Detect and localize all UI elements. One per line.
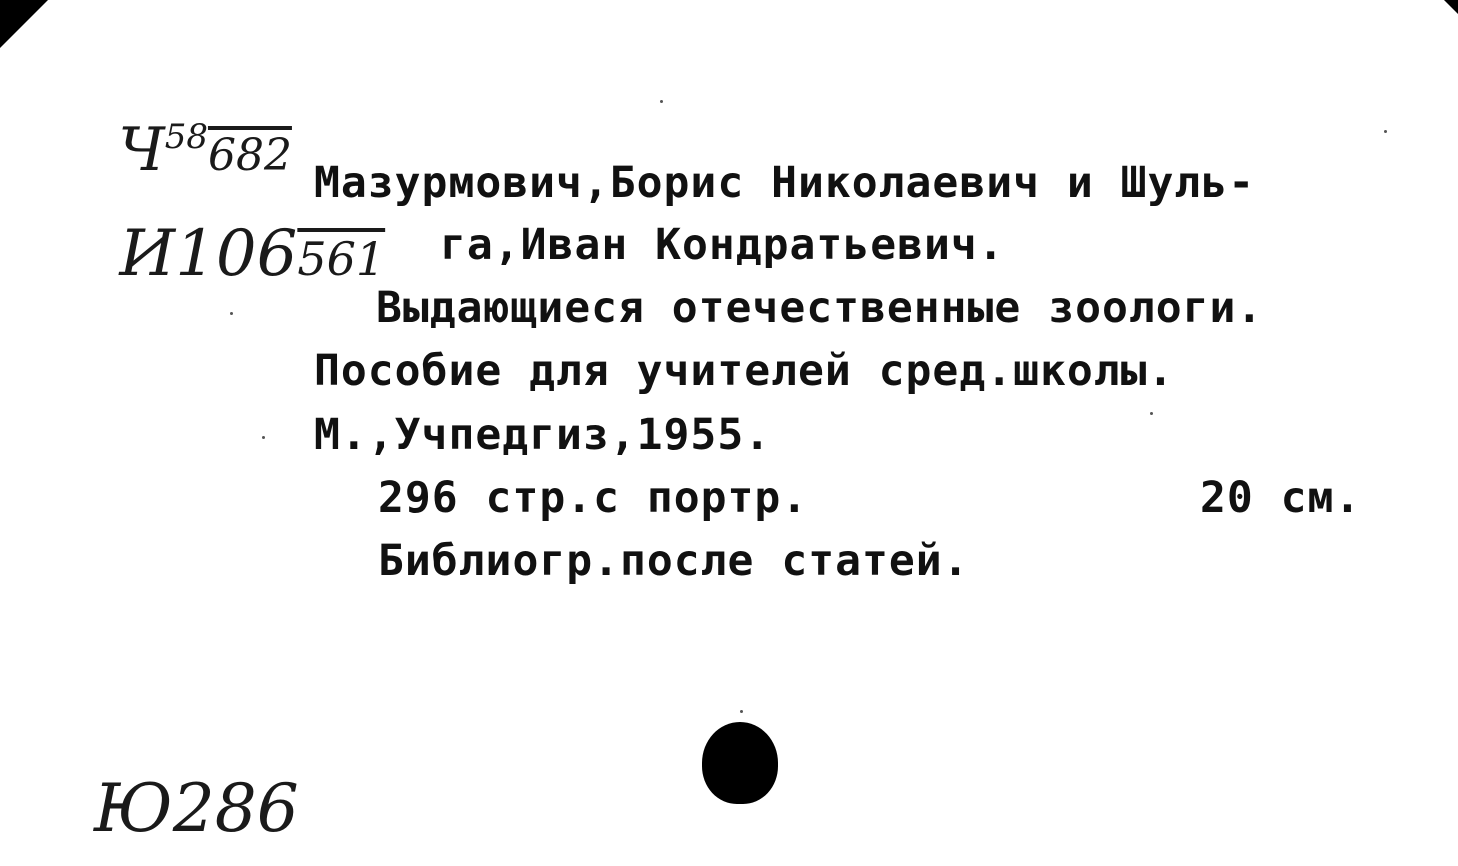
size-line: 20 см. bbox=[1200, 473, 1362, 523]
scan-corner-top-right bbox=[1444, 0, 1458, 14]
scan-speck bbox=[660, 100, 663, 103]
scan-speck bbox=[1150, 412, 1153, 415]
shelfmark-second-over: 561 bbox=[297, 232, 386, 286]
shelfmark-second-mid: 106 bbox=[175, 217, 298, 291]
scan-speck bbox=[1384, 130, 1387, 133]
subtitle-line: Пособие для учителей сред.школы. bbox=[314, 346, 1175, 396]
title-line: Выдающиеся отечественные зоологи. bbox=[376, 283, 1264, 333]
punch-hole bbox=[702, 722, 778, 804]
imprint-line: М.,Учпедгиз,1955. bbox=[314, 410, 772, 460]
scan-speck bbox=[262, 436, 265, 439]
author-line: Мазурмович,Борис Николаевич и Шуль- bbox=[314, 158, 1256, 208]
scan-speck bbox=[740, 710, 743, 713]
shelfmark-second-prefix: И bbox=[119, 217, 176, 291]
inventory-number: Ю286 bbox=[94, 770, 299, 847]
scan-corner-top-left bbox=[0, 0, 48, 48]
pages-line: 296 стр.с портр. bbox=[378, 473, 809, 523]
shelfmark-top-prefix: Ч bbox=[118, 115, 165, 185]
shelfmark-top-sup: 58 bbox=[164, 117, 208, 157]
author-line-continued: га,Иван Кондратьевич. bbox=[440, 220, 1005, 270]
scan-speck bbox=[230, 312, 233, 315]
shelfmark-top-over: 682 bbox=[207, 130, 292, 181]
note-line: Библиогр.после статей. bbox=[378, 536, 970, 586]
